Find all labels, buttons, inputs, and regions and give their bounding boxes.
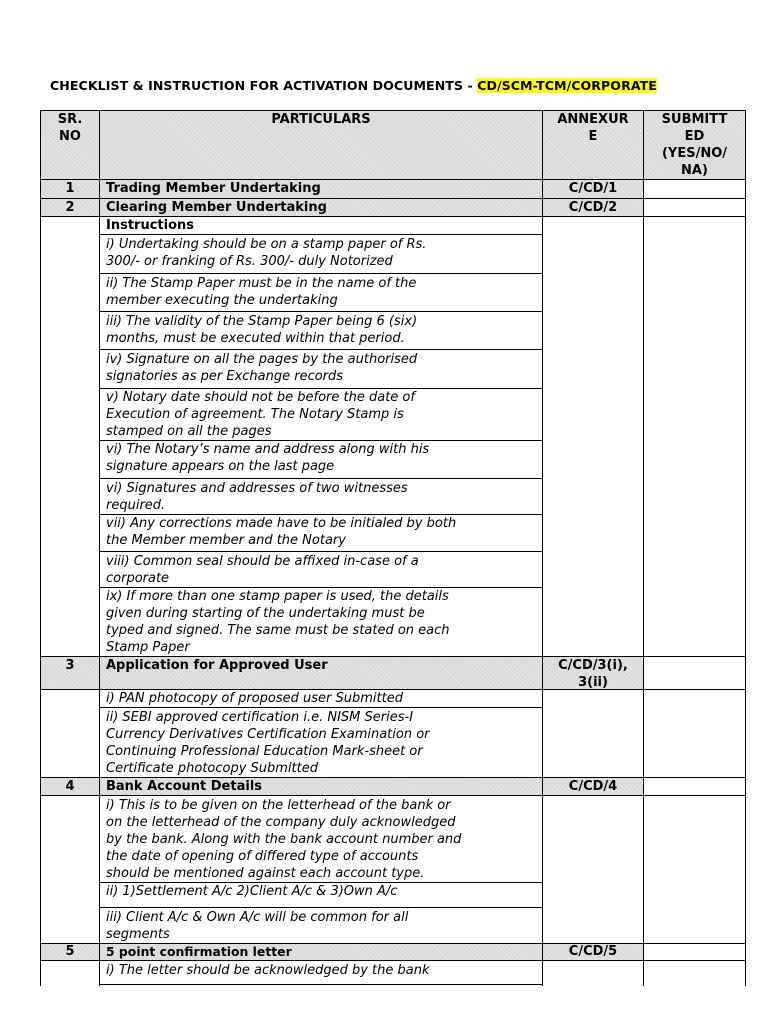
hline-r4b [40, 795, 746, 796]
instruction-item: vi) The Notary’s name and address along with his signature appears on the last page [106, 442, 430, 474]
instruction-item: iv) Signature on all the pages by the authorised signatories as per Exchange records [106, 352, 418, 384]
sub-line [99, 311, 543, 312]
border-right [745, 110, 746, 986]
sub-line [99, 478, 543, 479]
header-particulars: PARTICULARS [271, 112, 371, 127]
row-4-title: Bank Account Details [106, 779, 263, 794]
instruction-item: i) PAN photocopy of proposed user Submitted [106, 691, 403, 706]
title-prefix: CHECKLIST & INSTRUCTION FOR ACTIVATION DOCUMENTS - [50, 78, 478, 93]
row-1-title: Trading Member Undertaking [106, 181, 321, 196]
header-submitted: SUBMITT ED (YES/NO/ NA) [661, 112, 728, 178]
instruction-item: iii) The validity of the Stamp Paper being 6 (six) months, must be executed within that period. [106, 314, 418, 346]
row-3-sr: 3 [65, 658, 75, 673]
instruction-item: ii) 1)Settlement A/c 2)Client A/c & 3)Own A/c [106, 884, 398, 899]
sub-line [99, 273, 543, 274]
sub-line [99, 984, 543, 985]
row-2-title: Clearing Member Undertaking [106, 200, 327, 215]
row-3-annexure: C/CD/3(i), 3(ii) [558, 658, 628, 690]
row-5-sr: 5 [65, 944, 75, 959]
row-2-annexure: C/CD/2 [568, 200, 618, 215]
sub-line [99, 907, 543, 908]
instruction-item: viii) Common seal should be affixed in-case of a corporate [106, 554, 419, 586]
instruction-item: ii) The Stamp Paper must be in the name of the member executing the undertaking [106, 276, 417, 308]
row-1-sr: 1 [65, 181, 75, 196]
instruction-item: ix) If more than one stamp paper is used, the details given during starting of the undertaking must be typed and signed. The same must be stated on each Stamp Paper [106, 589, 450, 655]
sub-line [99, 234, 543, 235]
border-left [40, 110, 41, 986]
row-2-sr: 2 [65, 200, 75, 215]
sub-line [99, 551, 543, 552]
instructions-heading: Instructions [106, 218, 195, 233]
sub-line [99, 349, 543, 350]
col-line-1 [99, 110, 100, 986]
instruction-item: iii) Client A/c & Own A/c will be common for all segments [106, 910, 409, 942]
header-sr-no: SR. NO [57, 112, 83, 144]
instruction-item: i) The letter should be acknowledged by the bank [106, 963, 430, 978]
instruction-item: i) Undertaking should be on a stamp paper of Rs. 300/- or franking of Rs. 300/- duly Notorized [106, 237, 427, 269]
row-3-title: Application for Approved User [106, 658, 328, 673]
title-highlight: CD/SCM-TCM/CORPORATE [477, 78, 657, 93]
row-1-annexure: C/CD/1 [568, 181, 618, 196]
instruction-item: v) Notary date should not be before the date of Execution of agreement. The Notary Stamp is stamped on all the pages [106, 390, 415, 439]
col-line-2 [542, 110, 543, 986]
hline-r5b [40, 960, 746, 961]
sub-line [99, 707, 543, 708]
col-line-3 [643, 110, 644, 986]
row-5-annexure: C/CD/5 [568, 944, 618, 959]
instruction-item: ii) SEBI approved certification i.e. NISM Series-I Currency Derivatives Certification Examination or Continuing Professional Education Mark-sheet or Certificate photocopy Submitted [106, 710, 430, 776]
instruction-item: vii) Any corrections made have to be initialed by both the Member member and the Notary [106, 516, 457, 548]
header-annexure: ANNEXUR E [557, 112, 629, 144]
row-4-annexure: C/CD/4 [568, 779, 618, 794]
row-5-title: 5 point confirmation letter [106, 944, 292, 959]
instruction-item: vi) Signatures and addresses of two witnesses required. [106, 481, 408, 513]
row-4-sr: 4 [65, 779, 75, 794]
instruction-item: i) This is to be given on the letterhead of the bank or on the letterhead of the company duly acknowledged by the bank. Along with the bank account number and the date of opening of differed type of accounts should be mentioned against each account type. [106, 798, 462, 881]
